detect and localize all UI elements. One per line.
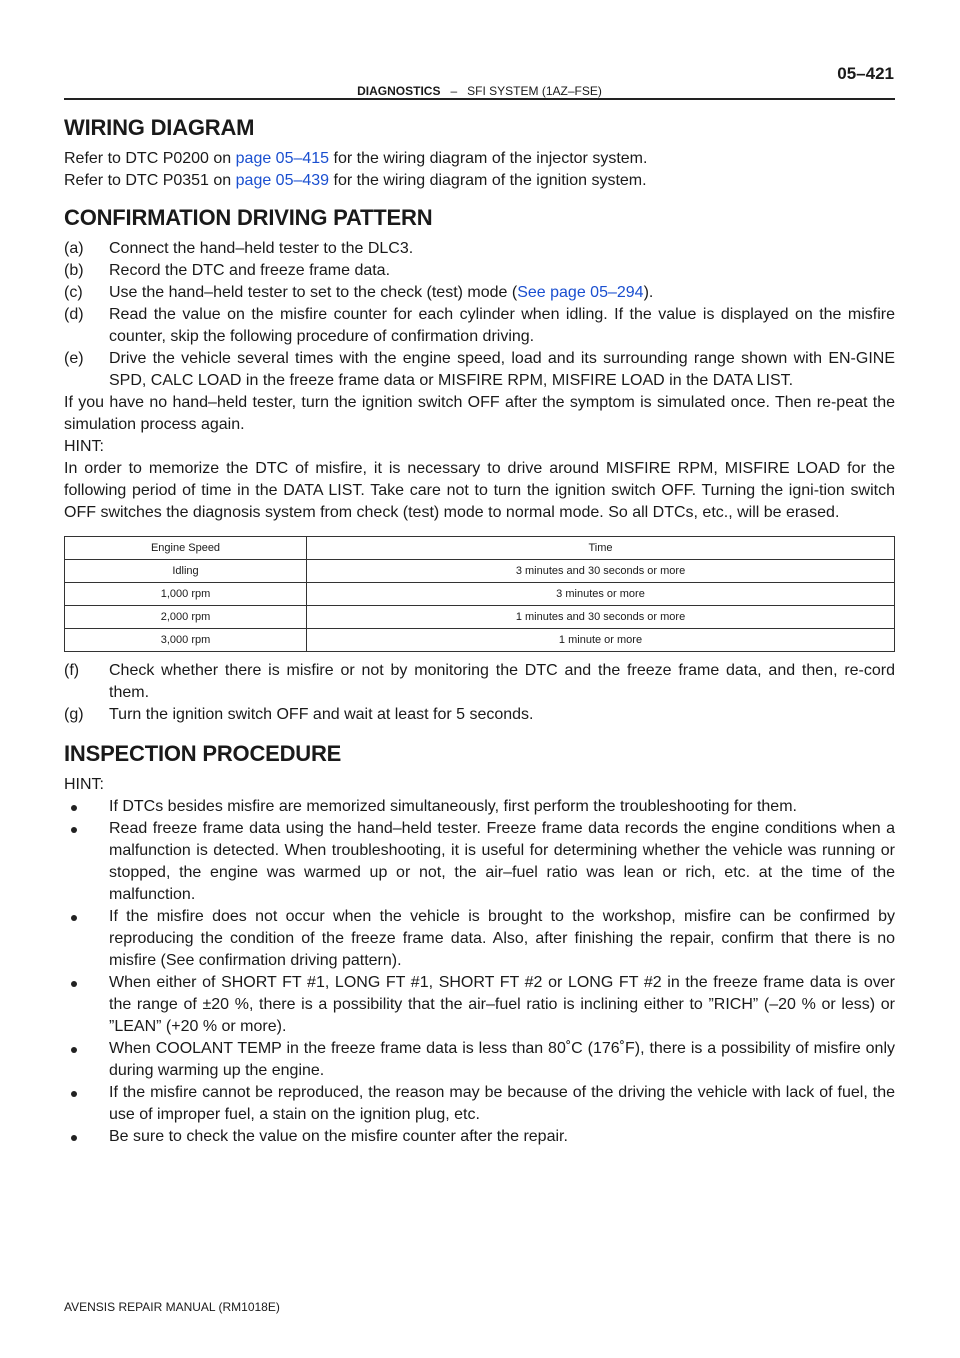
step-label: (a) <box>64 240 84 257</box>
step-text: Drive the vehicle several times with the engine speed, load and its surrounding range shown with EN-GINE SPD, CALC LOAD in the freeze frame data or MISFIRE RPM, MISFIRE LOAD in the DATA LIST. <box>109 350 895 389</box>
header-rule <box>64 98 895 100</box>
wiring-diagram-heading: WIRING DIAGRAM <box>64 115 255 140</box>
ref-text: for the wiring diagram of the injector system. <box>329 150 648 167</box>
page-content <box>64 114 895 1148</box>
no-tester-note: If you have no hand–held tester, turn the ignition switch OFF after the symptom is simulated once. Then re-peat the simulation process again. <box>64 394 895 433</box>
bullet-text: If the misfire cannot be reproduced, the reason may be because of the driving the vehicle with lack of fuel, the use of improper fuel, a stain on the ignition plug, etc. <box>109 1084 895 1123</box>
step-d <box>64 304 895 348</box>
list-item <box>64 972 895 1038</box>
header-title <box>64 84 895 98</box>
inspection-bullets <box>64 796 895 1148</box>
page-link-05-294[interactable]: See page 05–294 <box>517 284 644 301</box>
table-header-row <box>65 537 895 560</box>
page-number: 05–421 <box>837 64 894 83</box>
step-text: Connect the hand–held tester to the DLC3. <box>109 240 414 257</box>
confirmation-steps <box>64 238 895 392</box>
step-text: Check whether there is misfire or not by monitoring the DTC and the freeze frame data, and then, re-cord them. <box>109 662 895 701</box>
table-cell: 3 minutes or more <box>307 583 895 606</box>
step-f <box>64 660 895 704</box>
step-text: Read the value on the misfire counter for each cylinder when idling. If the value is displayed on the misfire counter, skip the following procedure of confirmation driving. <box>109 306 895 345</box>
step-label: (d) <box>64 306 84 323</box>
bullet-icon <box>71 981 77 987</box>
table-cell: 1,000 rpm <box>65 583 307 606</box>
engine-speed-time-table <box>64 536 895 652</box>
table-row <box>65 606 895 629</box>
table-cell: 3 minutes and 30 seconds or more <box>307 560 895 583</box>
list-item <box>64 818 895 906</box>
step-label: (g) <box>64 706 84 723</box>
list-item <box>64 1038 895 1082</box>
bullet-text: When either of SHORT FT #1, LONG FT #1, SHORT FT #2 or LONG FT #2 in the freeze frame data is over the range of ±20 %, there is a possibility that the air–fuel ratio is inclining either to ”RICH” (–20 % or less) or ”LEAN” (+20 % or more). <box>109 974 895 1035</box>
step-text: ). <box>643 284 654 301</box>
header-separator: – <box>450 84 458 98</box>
ref-text: Refer to DTC P0200 on <box>64 150 236 167</box>
hint-text: In order to memorize the DTC of misfire, it is necessary to drive around MISFIRE RPM, MISFIRE LOAD for the following period of time in the DATA LIST. Take care not to turn the ignition switch OFF. Turning the igni-tion switch OFF switches the diagnosis system from check (test) mode to normal mode. So all DTCs, etc., will be erased. <box>64 460 895 521</box>
bullet-text: Be sure to check the value on the misfire counter after the repair. <box>109 1128 568 1145</box>
inspection-heading: INSPECTION PROCEDURE <box>64 741 342 766</box>
bullet-icon <box>71 1047 77 1053</box>
step-g <box>64 704 895 726</box>
step-text: Turn the ignition switch OFF and wait at least for 5 seconds. <box>109 706 534 723</box>
bullet-icon <box>71 805 77 811</box>
table-row <box>65 583 895 606</box>
step-b <box>64 260 895 282</box>
bullet-icon <box>71 1091 77 1097</box>
ref-text: for the wiring diagram of the ignition system. <box>329 172 647 189</box>
hint-label: HINT: <box>64 438 104 455</box>
step-label: (b) <box>64 262 84 279</box>
table-cell: 3,000 rpm <box>65 629 307 652</box>
table-cell: 2,000 rpm <box>65 606 307 629</box>
column-header: Engine Speed <box>65 537 307 560</box>
header-system: SFI SYSTEM (1AZ–FSE) <box>467 84 602 98</box>
list-item <box>64 1126 895 1148</box>
header-section: DIAGNOSTICS <box>357 84 441 98</box>
step-label: (f) <box>64 662 80 679</box>
wiring-ref-injector <box>64 148 895 170</box>
list-item <box>64 906 895 972</box>
bullet-icon <box>71 1135 77 1141</box>
bullet-text: Read freeze frame data using the hand–held tester. Freeze frame data records the engine conditions when a malfunction is detected. When troubleshooting, it is useful for determining whether the vehicle was running or stopped, the engine was warmed up or not, the air–fuel ratio was lean or rich, etc. at the time of the malfunction. <box>109 820 895 903</box>
bullet-icon <box>71 915 77 921</box>
list-item <box>64 1082 895 1126</box>
step-e <box>64 348 895 392</box>
step-text: Record the DTC and freeze frame data. <box>109 262 391 279</box>
column-header: Time <box>307 537 895 560</box>
list-item <box>64 796 895 818</box>
step-text: Use the hand–held tester to set to the check (test) mode ( <box>109 284 518 301</box>
page-header <box>64 86 895 100</box>
table-cell: 1 minutes and 30 seconds or more <box>307 606 895 629</box>
bullet-text: If the misfire does not occur when the vehicle is brought to the workshop, misfire can be confirmed by reproducing the condition of the freeze frame data. Also, after finishing the repair, confirm that there is no misfire (See confirmation driving pattern). <box>109 908 895 969</box>
bullet-text: If DTCs besides misfire are memorized simultaneously, first perform the troubleshooting for them. <box>109 798 797 815</box>
confirmation-heading: CONFIRMATION DRIVING PATTERN <box>64 205 433 230</box>
bullet-text: When COOLANT TEMP in the freeze frame data is less than 80˚C (176˚F), there is a possibility of misfire only during warming up the engine. <box>109 1040 895 1079</box>
table-row <box>65 560 895 583</box>
page-link-05-439[interactable]: page 05–439 <box>235 172 330 189</box>
page-link-05-415[interactable]: page 05–415 <box>235 150 330 167</box>
wiring-ref-ignition <box>64 170 895 192</box>
table-row <box>65 629 895 652</box>
bullet-icon <box>71 827 77 833</box>
inspection-hint-label: HINT: <box>64 776 104 793</box>
confirmation-steps-continued <box>64 660 895 726</box>
step-a <box>64 238 895 260</box>
step-label: (e) <box>64 350 84 367</box>
table-cell: 1 minute or more <box>307 629 895 652</box>
step-label: (c) <box>64 284 83 301</box>
table-cell: Idling <box>65 560 307 583</box>
page-footer: AVENSIS REPAIR MANUAL (RM1018E) <box>64 1300 280 1314</box>
ref-text: Refer to DTC P0351 on <box>64 172 236 189</box>
step-c <box>64 282 895 304</box>
